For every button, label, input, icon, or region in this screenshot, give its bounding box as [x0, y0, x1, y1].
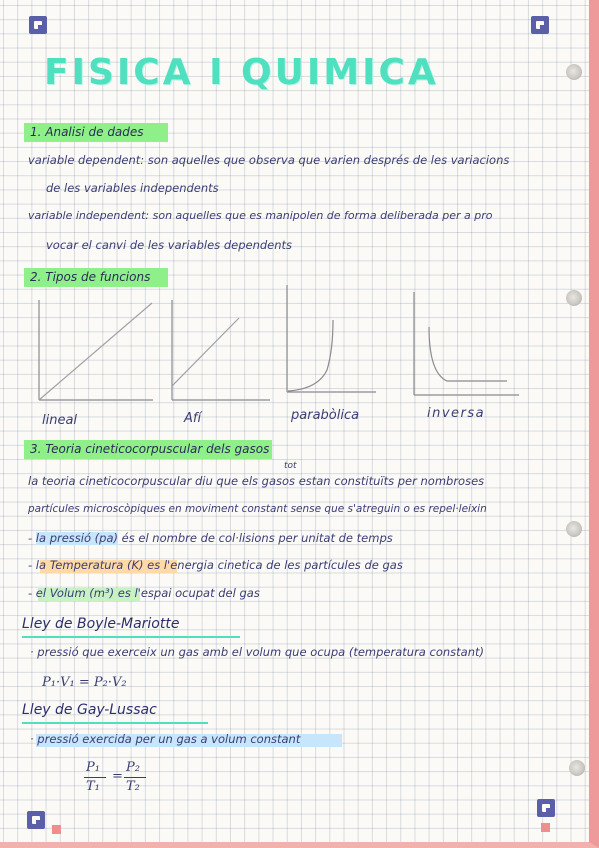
section3-heading: 3. Teoria cineticocorpuscular dels gasos — [30, 442, 270, 456]
section1-line1: variable dependent: son aquelles que observa que varien després de les variacions — [28, 153, 510, 167]
section3-line1: la teoria cineticocorpuscular diu que els gasos estan constituïts per nombroses — [28, 474, 485, 488]
boyle-underline — [22, 636, 240, 638]
gaylussac-line1: · pressió exercida per un gas a volum constant — [30, 732, 301, 746]
gaylussac-formula — [82, 760, 162, 800]
binder-hole-bottom — [569, 760, 585, 776]
section2-heading: 2. Tipos de funcions — [30, 270, 151, 284]
graph-parabolica-curve — [288, 320, 333, 391]
formula-equals: = — [112, 769, 123, 784]
graph-afi-curve — [172, 318, 239, 386]
corner-marker-top-left — [29, 16, 47, 34]
section1-line4: vocar el canvi de les variables dependents — [46, 238, 293, 252]
page-title: FISICA I QUIMICA — [44, 52, 439, 93]
binder-hole-lower — [566, 521, 582, 537]
section1-line2: de les variables independents — [46, 181, 219, 195]
formula-numerator-1: P₁ — [86, 760, 100, 775]
graph-label-parabolica: parabòlica — [291, 408, 360, 423]
boyle-heading: Lley de Boyle-Mariotte — [22, 616, 180, 632]
gaylussac-heading: Lley de Gay-Lussac — [22, 702, 157, 718]
corner-marker-bottom-left — [27, 811, 45, 829]
red-square-bottom-left — [52, 825, 61, 834]
corner-marker-bottom-right — [537, 799, 555, 817]
section3-insert: tot — [284, 461, 297, 471]
formula-denominator-1: T₁ — [86, 779, 100, 794]
formula-numerator-2: P₂ — [126, 760, 140, 775]
section3-line4: - la Temperatura (K) es l'energia cinetica de les partícules de gas — [28, 558, 403, 572]
graph-label-inversa: inversa — [427, 406, 486, 421]
graph-label-afi: Afí — [184, 411, 202, 426]
section3-line2: partícules microscòpiques en moviment constant sense que s'atreguin o es repel·leixin — [28, 503, 487, 515]
boyle-formula: P₁·V₁ = P₂·V₂ — [42, 675, 127, 690]
boyle-line1: · pressió que exerceix un gas amb el volum que ocupa (temperatura constant) — [30, 645, 484, 659]
graph-inversa-curve — [429, 327, 507, 381]
red-square-bottom-right — [541, 823, 550, 832]
fraction-bar-1 — [84, 777, 106, 778]
binder-hole-middle — [566, 290, 582, 306]
graph-lineal-curve — [39, 303, 152, 400]
graph-label-lineal: lineal — [42, 413, 78, 428]
section1-line3: variable independent: son aquelles que es manipolen de forma deliberada per a pro — [28, 209, 493, 222]
section1-heading: 1. Analisi de dades — [30, 125, 144, 139]
corner-marker-top-right — [531, 16, 549, 34]
section3-line3: - la pressió (pa) és el nombre de col·lisions per unitat de temps — [28, 531, 393, 545]
binder-hole-top — [566, 64, 582, 80]
fraction-bar-2 — [124, 777, 146, 778]
formula-denominator-2: T₂ — [126, 779, 140, 794]
section3-line5: - el Volum (m³) es l'espai ocupat del gas — [28, 586, 260, 600]
gaylussac-underline — [22, 722, 208, 724]
